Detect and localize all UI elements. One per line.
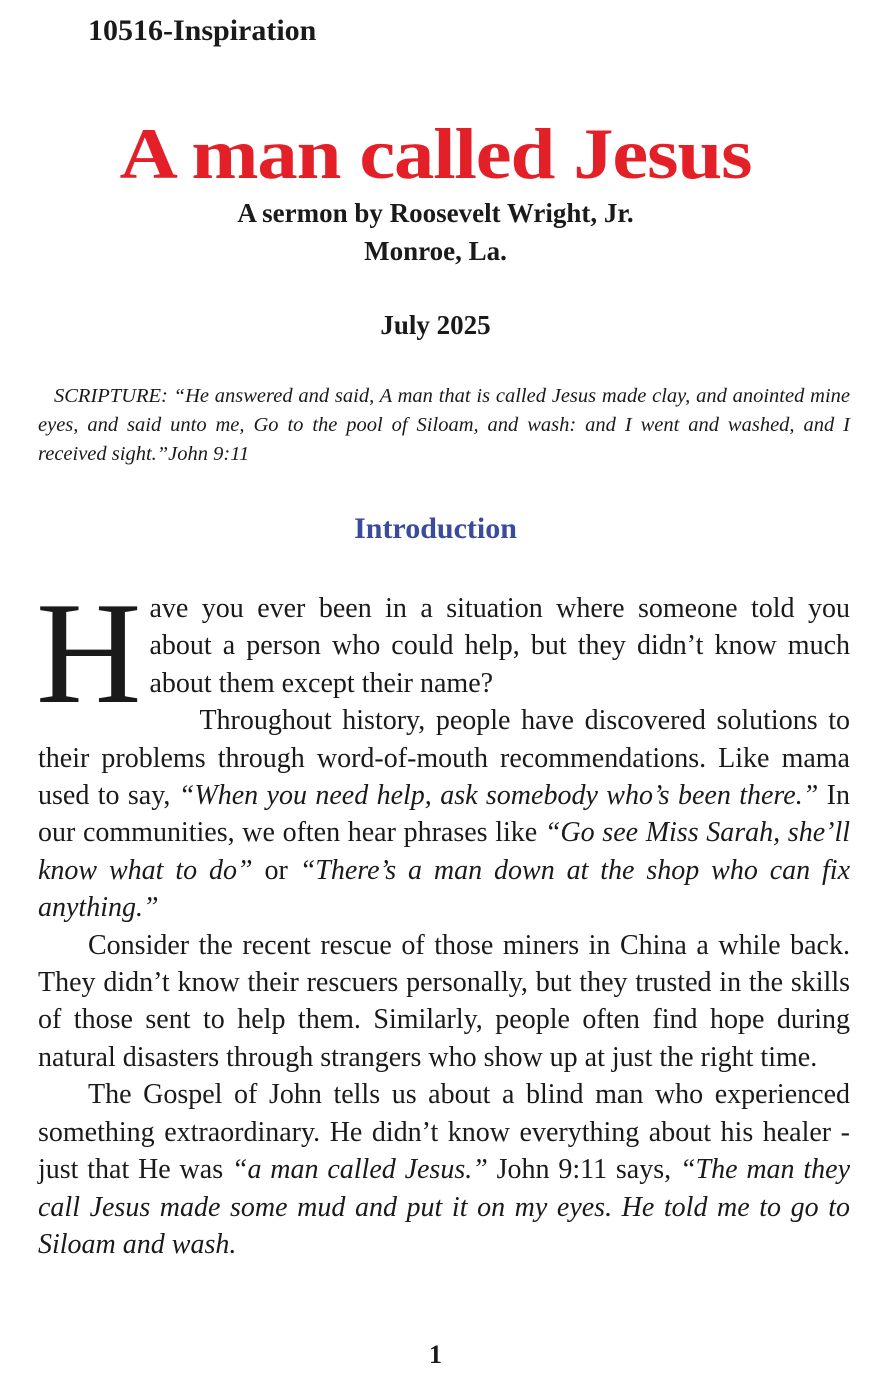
section-heading: Introduction [354,512,517,545]
paragraph-1 [36,572,850,734]
p4-quote-b: “a man called Jesus.” [231,1154,488,1186]
p2-text-e: or [252,854,300,886]
p2-text-c: In our communities, we often hear phrases like [38,780,850,849]
p4-text-a: The Gospel of John tells us about a blind man who experienced something extraordinary. He didn’t know everything about his healer - just that He was [38,1079,850,1186]
p2-quote-d: “Go see Miss Sarah, she’ll know what to do” [38,817,851,886]
sermon-title: A man called Jesus [119,114,752,194]
sermon-date: July 2025 [380,310,491,340]
page-number: 1 [429,1340,442,1369]
scripture-quote: SCRIPTURE: “He answered and said, A man that is called Jesus made clay, and anointed mine eyes, and said unto me, Go to the pool of Siloam, and wash: and I went and washed, and I received sight.”John 9:11 [38,385,850,465]
p2-text-a: Throughout history, people have discovered solutions to their problems through word-of-mouth recommendations. Like mama used to say, [38,705,850,812]
byline: A sermon by Roosevelt Wright, Jr. [237,198,634,228]
paragraph-3: Consider the recent rescue of those miners in China a while back. They didn’t know their rescuers personally, but they trusted in the skills of those sent to help them. Similarly, people often find hope during natural disasters through strangers who show up at just the right time. [38,929,850,1073]
location: Monroe, La. [364,236,507,266]
document-code: 10516-Inspiration [88,14,317,47]
paragraph-2 [38,702,850,926]
paragraph-1-text: ave you ever been in a situation where someone told you about a person who could help, but they didn’t know much about them except their name? [149,593,850,699]
drop-cap: H [36,572,142,734]
paragraph-4 [38,1076,850,1263]
p2-quote-f: “There’s a man down at the shop who can fix anything.” [38,854,851,924]
p4-text-c: John 9:11 says, [487,1154,680,1186]
p4-quote-d: “The man they call Jesus made some mud and put it on my eyes. He told me to go to Siloam and wash. [38,1154,850,1260]
p2-quote-b: “When you need help, ask somebody who’s been there.” [178,780,819,812]
sermon-body [36,572,851,1263]
